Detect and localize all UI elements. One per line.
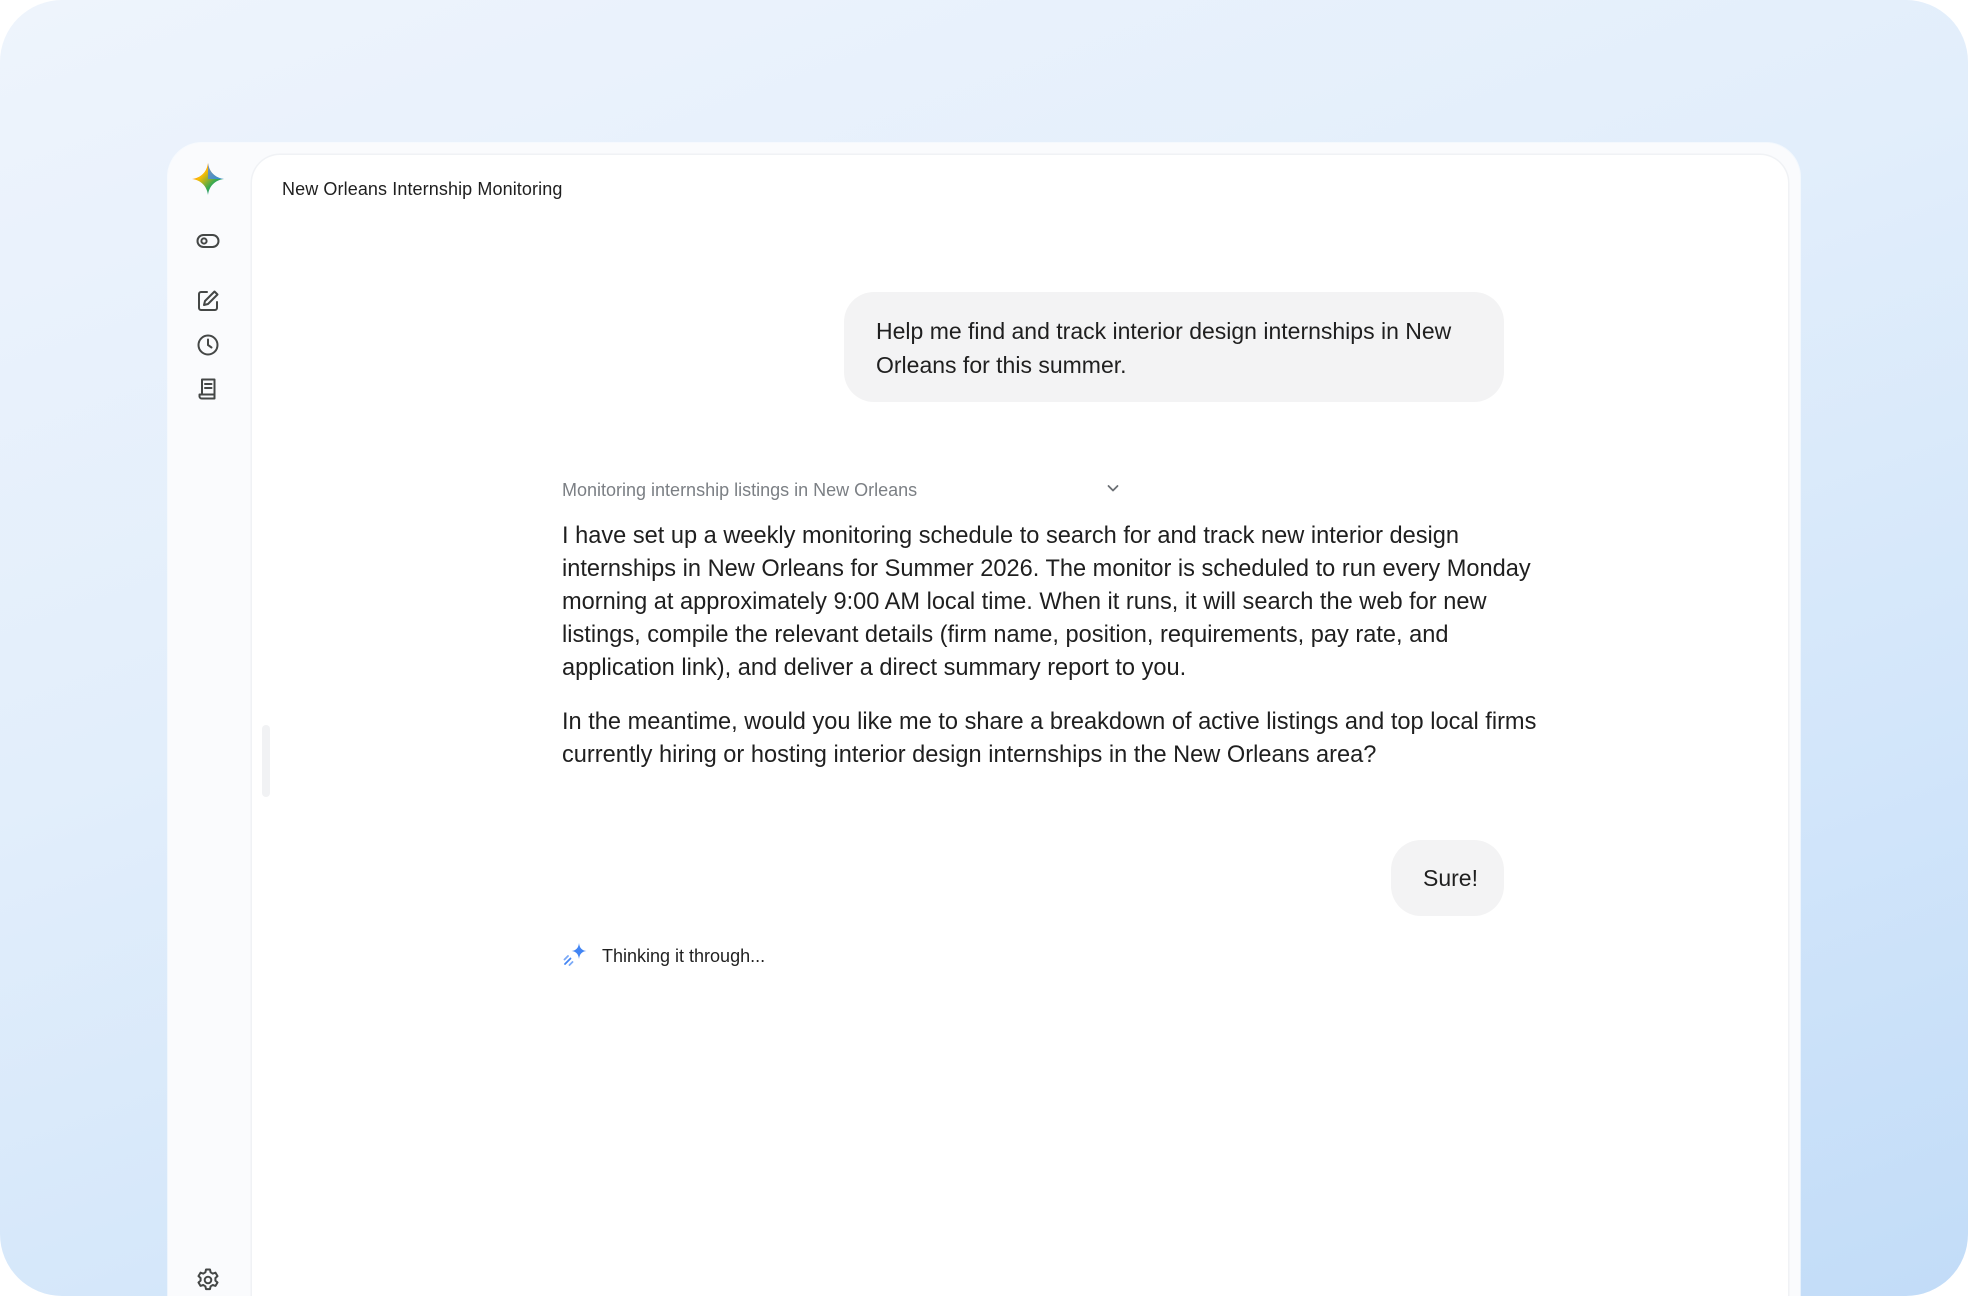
app-window <box>168 143 1800 1296</box>
chat-panel <box>252 155 1788 1296</box>
response-paragraph: In the meantime, would you like me to share a breakdown of active listings and top local firms currently hiring or hosting interior design internships in the New Orleans area? <box>562 709 1537 768</box>
notes-icon[interactable] <box>188 369 228 409</box>
response-paragraph: I have set up a weekly monitoring schedule to search for and track new interior design internships in New Orleans for Summer 2026. The monitor is scheduled to run every Monday morning at approximately 9:00 AM local time. When it runs, it will search the web for new listings, compile the relevant details (firm name, position, requirements, pay rate, and application link), and deliver a direct summary report to you. <box>562 523 1531 681</box>
chevron-down-icon <box>1104 479 1122 502</box>
thinking-summary-toggle[interactable] <box>562 475 1122 505</box>
user-message-bubble: Help me find and track interior design internships in New Orleans for this summer. <box>844 292 1504 402</box>
history-icon[interactable] <box>188 325 228 365</box>
user-message-bubble: Sure! <box>1391 840 1504 916</box>
sparkle-icon <box>562 941 588 972</box>
settings-icon[interactable] <box>188 1260 228 1296</box>
side-rail <box>168 143 248 1296</box>
assistant-response <box>562 520 1542 793</box>
new-chat-icon[interactable] <box>188 281 228 321</box>
gemini-logo-icon[interactable] <box>188 159 228 199</box>
status-text: Thinking it through... <box>602 946 766 966</box>
thinking-summary-label: Monitoring internship listings in New Orleans <box>562 479 918 500</box>
panel-resize-handle[interactable] <box>262 725 270 797</box>
toggle-icon[interactable] <box>188 221 228 261</box>
conversation-title: New Orleans Internship Monitoring <box>282 179 563 199</box>
thinking-status <box>562 941 765 972</box>
